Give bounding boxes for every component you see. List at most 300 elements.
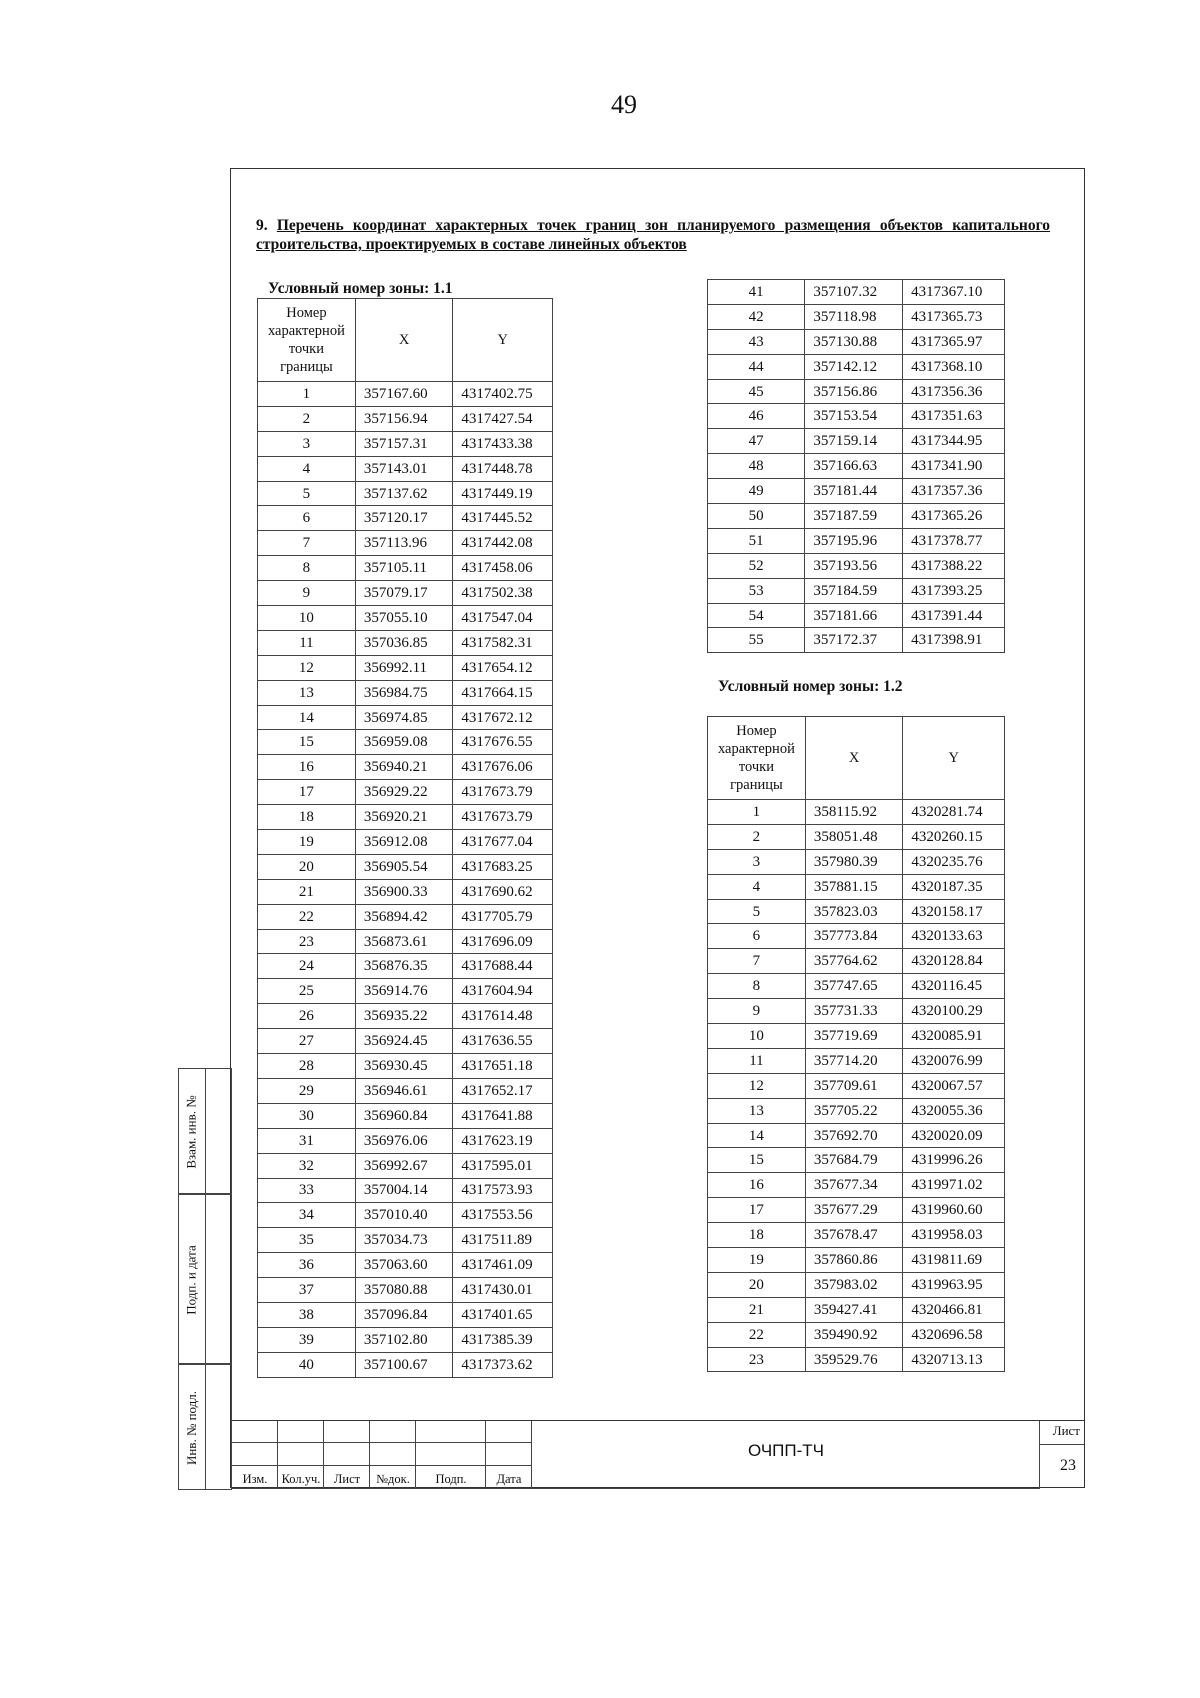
x-coordinate: 357773.84 [805, 924, 903, 949]
table-row [258, 630, 553, 655]
table-row [708, 454, 1005, 479]
table-row [708, 1322, 1005, 1347]
point-number: 18 [258, 805, 356, 830]
table-row [708, 849, 1005, 874]
point-number: 1 [708, 800, 806, 825]
point-number: 52 [708, 553, 805, 578]
point-number: 38 [258, 1302, 356, 1327]
table-row [258, 1253, 553, 1278]
point-number: 11 [258, 630, 356, 655]
x-coordinate: 356992.11 [355, 655, 453, 680]
stamp-list: Лист [333, 1472, 361, 1486]
x-coordinate: 357678.47 [805, 1223, 903, 1248]
table-row [258, 780, 553, 805]
x-coordinate: 357167.60 [355, 382, 453, 407]
point-number: 33 [258, 1178, 356, 1203]
x-coordinate: 357195.96 [805, 528, 903, 553]
x-coordinate: 356929.22 [355, 780, 453, 805]
y-coordinate: 4317341.90 [903, 454, 1005, 479]
point-number: 42 [708, 304, 805, 329]
table-row [708, 924, 1005, 949]
x-coordinate: 356960.84 [355, 1103, 453, 1128]
y-coordinate: 4317582.31 [453, 630, 553, 655]
y-coordinate: 4317365.97 [903, 329, 1005, 354]
point-number: 1 [258, 382, 356, 407]
y-coordinate: 4320713.13 [903, 1347, 1005, 1372]
table-row [708, 379, 1005, 404]
y-coordinate: 4317356.36 [903, 379, 1005, 404]
y-coordinate: 4317365.73 [903, 304, 1005, 329]
point-number: 36 [258, 1253, 356, 1278]
stamp-ndok: №док. [376, 1472, 410, 1486]
table-row [258, 1203, 553, 1228]
x-coordinate: 357105.11 [355, 556, 453, 581]
table-row [708, 1024, 1005, 1049]
table-row [258, 655, 553, 680]
x-coordinate: 356873.61 [355, 929, 453, 954]
x-coordinate: 357747.65 [805, 974, 903, 999]
point-number: 5 [258, 481, 356, 506]
table-row [258, 1278, 553, 1303]
table-row [258, 606, 553, 631]
table-row [258, 1128, 553, 1153]
table-row [708, 999, 1005, 1024]
point-number: 3 [708, 849, 806, 874]
side-cell-podp [178, 1194, 232, 1364]
point-number: 12 [708, 1073, 806, 1098]
y-coordinate: 4320020.09 [903, 1123, 1005, 1148]
table-row [258, 456, 553, 481]
point-number: 13 [258, 680, 356, 705]
header-y: Y [903, 717, 1005, 800]
table-row [258, 1054, 553, 1079]
y-coordinate: 4317388.22 [903, 553, 1005, 578]
table-row [258, 406, 553, 431]
point-number: 32 [258, 1153, 356, 1178]
table-row [258, 830, 553, 855]
y-coordinate: 4320116.45 [903, 974, 1005, 999]
x-coordinate: 356984.75 [355, 680, 453, 705]
x-coordinate: 356912.08 [355, 830, 453, 855]
table-row [258, 581, 553, 606]
table-row [258, 531, 553, 556]
table-row [708, 1098, 1005, 1123]
point-number: 29 [258, 1078, 356, 1103]
point-number: 17 [258, 780, 356, 805]
point-number: 30 [258, 1103, 356, 1128]
table-row [708, 578, 1005, 603]
point-number: 23 [708, 1347, 806, 1372]
x-coordinate: 359529.76 [805, 1347, 903, 1372]
y-coordinate: 4320055.36 [903, 1098, 1005, 1123]
y-coordinate: 4320085.91 [903, 1024, 1005, 1049]
x-coordinate: 356876.35 [355, 954, 453, 979]
point-number: 6 [258, 506, 356, 531]
x-coordinate: 356930.45 [355, 1054, 453, 1079]
y-coordinate: 4317378.77 [903, 528, 1005, 553]
y-coordinate: 4320128.84 [903, 949, 1005, 974]
x-coordinate: 357118.98 [805, 304, 903, 329]
x-coordinate: 357120.17 [355, 506, 453, 531]
table-row [258, 730, 553, 755]
x-coordinate: 356920.21 [355, 805, 453, 830]
point-number: 44 [708, 354, 805, 379]
y-coordinate: 4319963.95 [903, 1272, 1005, 1297]
point-number: 3 [258, 431, 356, 456]
point-number: 53 [708, 578, 805, 603]
point-number: 4 [708, 874, 806, 899]
y-coordinate: 4317448.78 [453, 456, 553, 481]
x-coordinate: 357860.86 [805, 1248, 903, 1273]
y-coordinate: 4317676.06 [453, 755, 553, 780]
y-coordinate: 4317553.56 [453, 1203, 553, 1228]
point-number: 23 [258, 929, 356, 954]
table-row [708, 1248, 1005, 1273]
x-coordinate: 356940.21 [355, 755, 453, 780]
point-number: 55 [708, 628, 805, 653]
x-coordinate: 357980.39 [805, 849, 903, 874]
y-coordinate: 4317672.12 [453, 705, 553, 730]
x-coordinate: 356900.33 [355, 879, 453, 904]
x-coordinate: 357823.03 [805, 899, 903, 924]
point-number: 25 [258, 979, 356, 1004]
y-coordinate: 4319811.69 [903, 1248, 1005, 1273]
x-coordinate: 359427.41 [805, 1297, 903, 1322]
section-number: 9. [256, 217, 268, 234]
y-coordinate: 4317636.55 [453, 1029, 553, 1054]
table-row [258, 979, 553, 1004]
side-label-inv: Инв. № подл. [184, 1390, 200, 1466]
x-coordinate: 357153.54 [805, 404, 903, 429]
point-number: 21 [708, 1297, 806, 1322]
table-row [258, 879, 553, 904]
y-coordinate: 4319996.26 [903, 1148, 1005, 1173]
point-number: 14 [708, 1123, 806, 1148]
header-point: Номер характерной точки границы [258, 299, 356, 382]
x-coordinate: 357181.44 [805, 479, 903, 504]
table-row [258, 705, 553, 730]
table-row [258, 1352, 553, 1377]
x-coordinate: 357010.40 [355, 1203, 453, 1228]
point-number: 22 [258, 904, 356, 929]
y-coordinate: 4320466.81 [903, 1297, 1005, 1322]
y-coordinate: 4317461.09 [453, 1253, 553, 1278]
point-number: 9 [708, 999, 806, 1024]
x-coordinate: 357181.66 [805, 603, 903, 628]
table-row [258, 382, 553, 407]
sheet-number: 23 [1060, 1457, 1076, 1474]
table-row [258, 854, 553, 879]
x-coordinate: 357172.37 [805, 628, 903, 653]
x-coordinate: 357684.79 [805, 1148, 903, 1173]
point-number: 50 [708, 504, 805, 529]
sheet-label: Лист [1052, 1423, 1080, 1438]
table-row [258, 1153, 553, 1178]
y-coordinate: 4317344.95 [903, 429, 1005, 454]
y-coordinate: 4317654.12 [453, 655, 553, 680]
side-label-vzam: Взам. инв. № [184, 1095, 200, 1169]
x-coordinate: 356894.42 [355, 904, 453, 929]
y-coordinate: 4317391.44 [903, 603, 1005, 628]
y-coordinate: 4317683.25 [453, 854, 553, 879]
table-row [258, 1029, 553, 1054]
zone-1-1-label: Условный номер зоны: 1.1 [268, 280, 453, 297]
point-number: 19 [258, 830, 356, 855]
table-row [258, 805, 553, 830]
point-number: 37 [258, 1278, 356, 1303]
y-coordinate: 4320158.17 [903, 899, 1005, 924]
point-number: 20 [708, 1272, 806, 1297]
x-coordinate: 356946.61 [355, 1078, 453, 1103]
point-number: 7 [258, 531, 356, 556]
x-coordinate: 357143.01 [355, 456, 453, 481]
table-row [258, 904, 553, 929]
y-coordinate: 4317676.55 [453, 730, 553, 755]
point-number: 15 [708, 1148, 806, 1173]
table-row [708, 899, 1005, 924]
point-number: 12 [258, 655, 356, 680]
point-number: 14 [258, 705, 356, 730]
table-row [258, 929, 553, 954]
point-number: 2 [708, 824, 806, 849]
x-coordinate: 357709.61 [805, 1073, 903, 1098]
zone-1-2-table [707, 716, 1005, 1372]
side-label-podp: Подп. и дата [184, 1245, 200, 1315]
point-number: 47 [708, 429, 805, 454]
x-coordinate: 357156.94 [355, 406, 453, 431]
x-coordinate: 357193.56 [805, 553, 903, 578]
point-number: 24 [258, 954, 356, 979]
table-row [258, 556, 553, 581]
x-coordinate: 357881.15 [805, 874, 903, 899]
table-row [708, 1223, 1005, 1248]
table-row [258, 1327, 553, 1352]
table-row [258, 680, 553, 705]
point-number: 9 [258, 581, 356, 606]
stamp-podp: Подп. [435, 1472, 467, 1486]
table-row [708, 504, 1005, 529]
table-row [708, 1073, 1005, 1098]
point-number: 10 [258, 606, 356, 631]
point-number: 13 [708, 1098, 806, 1123]
y-coordinate: 4317365.26 [903, 504, 1005, 529]
y-coordinate: 4317445.52 [453, 506, 553, 531]
table-row [708, 1272, 1005, 1297]
y-coordinate: 4320076.99 [903, 1048, 1005, 1073]
x-coordinate: 356935.22 [355, 1004, 453, 1029]
header-point: Номер характерной точки границы [708, 717, 806, 800]
x-coordinate: 357166.63 [805, 454, 903, 479]
x-coordinate: 357079.17 [355, 581, 453, 606]
table-row [258, 1078, 553, 1103]
table-row [708, 800, 1005, 825]
table-row [258, 1302, 553, 1327]
point-number: 19 [708, 1248, 806, 1273]
y-coordinate: 4317604.94 [453, 979, 553, 1004]
point-number: 28 [258, 1054, 356, 1079]
point-number: 51 [708, 528, 805, 553]
x-coordinate: 357677.34 [805, 1173, 903, 1198]
y-coordinate: 4317547.04 [453, 606, 553, 631]
y-coordinate: 4317402.75 [453, 382, 553, 407]
point-number: 35 [258, 1228, 356, 1253]
table-row [258, 506, 553, 531]
point-number: 5 [708, 899, 806, 924]
x-coordinate: 357677.29 [805, 1198, 903, 1223]
point-number: 27 [258, 1029, 356, 1054]
x-coordinate: 356974.85 [355, 705, 453, 730]
point-number: 16 [258, 755, 356, 780]
point-number: 48 [708, 454, 805, 479]
y-coordinate: 4317673.79 [453, 805, 553, 830]
x-coordinate: 357719.69 [805, 1024, 903, 1049]
point-number: 22 [708, 1322, 806, 1347]
table-row [708, 949, 1005, 974]
header-y: Y [453, 299, 553, 382]
y-coordinate: 4317430.01 [453, 1278, 553, 1303]
table-row [708, 874, 1005, 899]
x-coordinate: 357130.88 [805, 329, 903, 354]
table-row [708, 354, 1005, 379]
y-coordinate: 4317442.08 [453, 531, 553, 556]
document-code: ОЧПП-ТЧ [748, 1441, 824, 1460]
header-x: X [805, 717, 903, 800]
x-coordinate: 359490.92 [805, 1322, 903, 1347]
y-coordinate: 4317357.36 [903, 479, 1005, 504]
x-coordinate: 356959.08 [355, 730, 453, 755]
y-coordinate: 4317398.91 [903, 628, 1005, 653]
point-number: 39 [258, 1327, 356, 1352]
zone-1-1-table-continued [707, 279, 1005, 653]
y-coordinate: 4317385.39 [453, 1327, 553, 1352]
table-row [258, 954, 553, 979]
x-coordinate: 357100.67 [355, 1352, 453, 1377]
x-coordinate: 357692.70 [805, 1123, 903, 1148]
x-coordinate: 356992.67 [355, 1153, 453, 1178]
point-number: 11 [708, 1048, 806, 1073]
x-coordinate: 357137.62 [355, 481, 453, 506]
x-coordinate: 356914.76 [355, 979, 453, 1004]
x-coordinate: 357063.60 [355, 1253, 453, 1278]
y-coordinate: 4317367.10 [903, 280, 1005, 305]
stamp-izm: Изм. [242, 1472, 268, 1486]
side-strip [178, 1068, 232, 1490]
table-row [708, 304, 1005, 329]
table-row [708, 974, 1005, 999]
x-coordinate: 357096.84 [355, 1302, 453, 1327]
table-row [258, 1178, 553, 1203]
y-coordinate: 4317368.10 [903, 354, 1005, 379]
x-coordinate: 356905.54 [355, 854, 453, 879]
y-coordinate: 4319971.02 [903, 1173, 1005, 1198]
point-number: 7 [708, 949, 806, 974]
y-coordinate: 4317449.19 [453, 481, 553, 506]
x-coordinate: 357156.86 [805, 379, 903, 404]
y-coordinate: 4317623.19 [453, 1128, 553, 1153]
point-number: 4 [258, 456, 356, 481]
x-coordinate: 357102.80 [355, 1327, 453, 1352]
point-number: 18 [708, 1223, 806, 1248]
table-row [708, 528, 1005, 553]
point-number: 20 [258, 854, 356, 879]
x-coordinate: 357036.85 [355, 630, 453, 655]
y-coordinate: 4317614.48 [453, 1004, 553, 1029]
stamp-koluch: Кол.уч. [281, 1472, 321, 1486]
y-coordinate: 4320133.63 [903, 924, 1005, 949]
table-row [708, 1123, 1005, 1148]
y-coordinate: 4317673.79 [453, 780, 553, 805]
zone-1-2-label: Условный номер зоны: 1.2 [718, 678, 903, 695]
x-coordinate: 357157.31 [355, 431, 453, 456]
point-number: 8 [708, 974, 806, 999]
y-coordinate: 4320235.76 [903, 849, 1005, 874]
point-number: 16 [708, 1173, 806, 1198]
page-number: 49 [611, 90, 637, 119]
y-coordinate: 4317351.63 [903, 404, 1005, 429]
table-row [258, 1004, 553, 1029]
y-coordinate: 4320260.15 [903, 824, 1005, 849]
table-row [708, 824, 1005, 849]
point-number: 8 [258, 556, 356, 581]
y-coordinate: 4317401.65 [453, 1302, 553, 1327]
table-row [708, 1198, 1005, 1223]
point-number: 45 [708, 379, 805, 404]
point-number: 31 [258, 1128, 356, 1153]
y-coordinate: 4319958.03 [903, 1223, 1005, 1248]
y-coordinate: 4317573.93 [453, 1178, 553, 1203]
y-coordinate: 4317641.88 [453, 1103, 553, 1128]
point-number: 54 [708, 603, 805, 628]
y-coordinate: 4317651.18 [453, 1054, 553, 1079]
y-coordinate: 4320281.74 [903, 800, 1005, 825]
y-coordinate: 4317690.62 [453, 879, 553, 904]
table-row [258, 1228, 553, 1253]
x-coordinate: 357080.88 [355, 1278, 453, 1303]
y-coordinate: 4317652.17 [453, 1078, 553, 1103]
point-number: 43 [708, 329, 805, 354]
y-coordinate: 4317664.15 [453, 680, 553, 705]
y-coordinate: 4317696.09 [453, 929, 553, 954]
x-coordinate: 356976.06 [355, 1128, 453, 1153]
table-row [708, 1048, 1005, 1073]
x-coordinate: 357184.59 [805, 578, 903, 603]
section-title [256, 216, 1050, 254]
point-number: 17 [708, 1198, 806, 1223]
table-row [708, 1347, 1005, 1372]
header-x: X [355, 299, 453, 382]
point-number: 6 [708, 924, 806, 949]
point-number: 15 [258, 730, 356, 755]
table-row [708, 1297, 1005, 1322]
point-number: 26 [258, 1004, 356, 1029]
point-number: 46 [708, 404, 805, 429]
x-coordinate: 357004.14 [355, 1178, 453, 1203]
table-row [708, 1148, 1005, 1173]
x-coordinate: 357159.14 [805, 429, 903, 454]
y-coordinate: 4317502.38 [453, 581, 553, 606]
point-number: 10 [708, 1024, 806, 1049]
y-coordinate: 4317511.89 [453, 1228, 553, 1253]
y-coordinate: 4317595.01 [453, 1153, 553, 1178]
table-row [708, 429, 1005, 454]
point-number: 34 [258, 1203, 356, 1228]
zone-1-1-table [257, 298, 553, 1378]
x-coordinate: 357983.02 [805, 1272, 903, 1297]
y-coordinate: 4317433.38 [453, 431, 553, 456]
x-coordinate: 357764.62 [805, 949, 903, 974]
x-coordinate: 357142.12 [805, 354, 903, 379]
table-row [708, 479, 1005, 504]
